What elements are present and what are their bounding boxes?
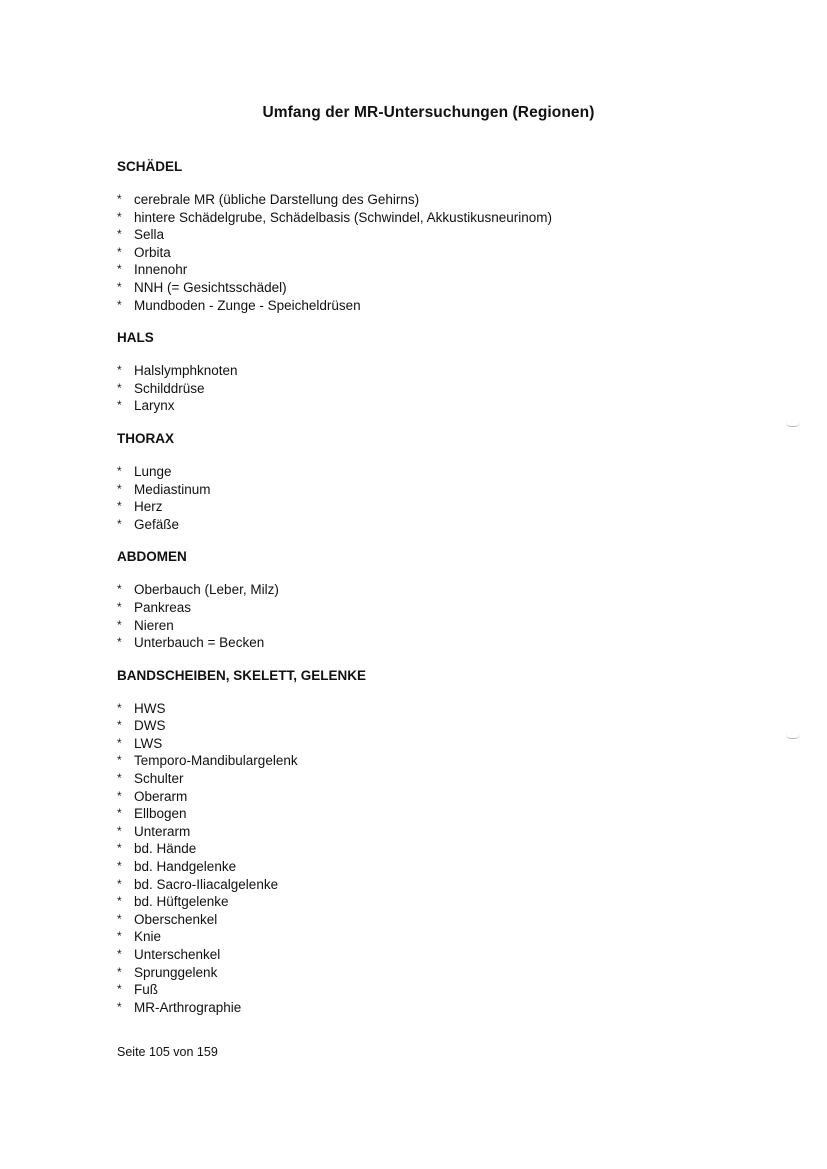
list-item-text: Mediastinum	[134, 481, 211, 497]
list-item	[117, 928, 737, 946]
section-heading: ABDOMEN	[117, 549, 187, 565]
list-item	[117, 893, 737, 911]
section-heading: SCHÄDEL	[117, 159, 183, 174]
asterisk-bullet-icon: *	[117, 599, 122, 614]
asterisk-bullet-icon: *	[117, 841, 122, 856]
list-item-text: Unterbauch = Becken	[134, 635, 265, 651]
asterisk-bullet-icon: *	[117, 982, 122, 997]
asterisk-bullet-icon: *	[117, 262, 122, 277]
list-item	[117, 380, 737, 398]
page-number: Seite 105 von 159	[117, 1045, 218, 1059]
list-item-text: Ellbogen	[134, 806, 187, 822]
asterisk-bullet-icon: *	[117, 398, 122, 413]
list-item	[117, 946, 737, 964]
list-item-text: Fuß	[134, 982, 159, 998]
list-item-text: Sella	[134, 227, 165, 243]
list-item-text: Gefäße	[134, 516, 180, 532]
asterisk-bullet-icon: *	[117, 929, 122, 944]
section-heading: BANDSCHEIBEN, SKELETT, GELENKE	[117, 667, 367, 683]
list-item-text: HWS	[134, 700, 166, 716]
list-item-text: Herz	[134, 499, 163, 515]
list-item	[117, 516, 737, 534]
list-item	[117, 463, 737, 481]
list-item	[117, 498, 737, 516]
list-item-text: cerebrale MR (übliche Darstellung des Gehirns)	[134, 192, 420, 207]
asterisk-bullet-icon: *	[117, 499, 122, 514]
list-item	[117, 191, 737, 209]
list-item-text: Schulter	[134, 771, 184, 787]
list-item	[117, 876, 737, 894]
asterisk-bullet-icon: *	[117, 894, 122, 909]
section-item-list	[117, 191, 737, 314]
list-item-text: Nieren	[134, 617, 174, 633]
list-item-text: Unterschenkel	[134, 947, 221, 962]
asterisk-bullet-icon: *	[117, 788, 122, 803]
section-item-list	[117, 463, 737, 533]
list-item	[117, 279, 737, 297]
list-item-text: Sprunggelenk	[134, 964, 218, 980]
list-item	[117, 823, 737, 841]
list-item	[117, 717, 737, 735]
list-item	[117, 858, 737, 876]
list-item	[117, 297, 737, 315]
list-item	[117, 209, 737, 227]
list-item-text: Orbita	[134, 244, 171, 260]
list-item	[117, 617, 737, 635]
asterisk-bullet-icon: *	[117, 859, 122, 874]
asterisk-bullet-icon: *	[117, 516, 122, 531]
asterisk-bullet-icon: *	[117, 771, 122, 786]
asterisk-bullet-icon: *	[117, 481, 122, 496]
list-item-text: LWS	[134, 735, 163, 751]
list-item	[117, 700, 737, 718]
asterisk-bullet-icon: *	[117, 380, 122, 395]
list-item-text: Larynx	[134, 398, 175, 414]
asterisk-bullet-icon: *	[117, 582, 122, 597]
list-item	[117, 911, 737, 929]
list-item-text: Unterarm	[134, 823, 191, 839]
asterisk-bullet-icon: *	[117, 209, 122, 224]
scan-mark	[786, 422, 800, 427]
list-item	[117, 397, 737, 415]
list-item	[117, 634, 737, 652]
list-item	[117, 362, 737, 380]
list-item	[117, 964, 737, 982]
list-item-text: MR-Arthrographie	[134, 999, 242, 1015]
list-item-text: Mundboden - Zunge - Speicheldrüsen	[134, 297, 361, 313]
asterisk-bullet-icon: *	[117, 363, 122, 378]
asterisk-bullet-icon: *	[117, 876, 122, 891]
list-item	[117, 581, 737, 599]
list-item	[117, 770, 737, 788]
list-item-text: Pankreas	[134, 599, 192, 615]
section-item-list	[117, 581, 737, 651]
asterisk-bullet-icon: *	[117, 700, 122, 715]
asterisk-bullet-icon: *	[117, 735, 122, 750]
asterisk-bullet-icon: *	[117, 297, 122, 312]
asterisk-bullet-icon: *	[117, 823, 122, 838]
list-item	[117, 788, 737, 806]
asterisk-bullet-icon: *	[117, 806, 122, 821]
asterisk-bullet-icon: *	[117, 718, 122, 733]
region-list	[117, 158, 737, 1016]
list-item	[117, 481, 737, 499]
asterisk-bullet-icon: *	[117, 244, 122, 259]
asterisk-bullet-icon: *	[117, 463, 122, 478]
list-item	[117, 752, 737, 770]
list-item-text: Oberbauch (Leber, Milz)	[134, 582, 279, 598]
list-item	[117, 226, 737, 244]
list-item	[117, 735, 737, 753]
asterisk-bullet-icon: *	[117, 617, 122, 632]
section-item-list	[117, 362, 737, 415]
list-item	[117, 999, 737, 1017]
list-item-text: Temporo-Mandibulargelenk	[134, 753, 298, 769]
asterisk-bullet-icon: *	[117, 635, 122, 650]
asterisk-bullet-icon: *	[117, 964, 122, 979]
asterisk-bullet-icon: *	[117, 753, 122, 768]
list-item	[117, 261, 737, 279]
section-item-list	[117, 700, 737, 1017]
asterisk-bullet-icon: *	[117, 999, 122, 1014]
list-item-text: bd. Hüftgelenke	[134, 894, 229, 910]
asterisk-bullet-icon: *	[117, 227, 122, 242]
list-item-text: hintere Schädelgrube, Schädelbasis (Schwindel, Akkustikusneurinom)	[134, 209, 552, 225]
asterisk-bullet-icon: *	[117, 279, 122, 294]
list-item-text: Halslymphknoten	[134, 363, 238, 379]
list-item-text: DWS	[134, 718, 166, 734]
list-item	[117, 244, 737, 262]
list-item-text: Knie	[134, 929, 162, 945]
list-item	[117, 840, 737, 858]
section-heading: THORAX	[117, 430, 174, 446]
list-item-text: Lunge	[134, 463, 172, 479]
asterisk-bullet-icon: *	[117, 947, 122, 961]
page-title: Umfang der MR-Untersuchungen (Regionen)	[262, 104, 595, 121]
asterisk-bullet-icon: *	[117, 192, 122, 206]
asterisk-bullet-icon: *	[117, 911, 122, 926]
list-item-text: Oberarm	[134, 788, 188, 804]
list-item-text: bd. Hände	[134, 841, 197, 857]
list-item-text: Innenohr	[134, 262, 188, 278]
list-item-text: NNH (= Gesichtsschädel)	[134, 279, 287, 295]
list-item-text: Oberschenkel	[134, 911, 218, 927]
list-item-text: bd. Sacro-Iliacalgelenke	[134, 876, 279, 892]
list-item-text: Schilddrüse	[134, 380, 205, 396]
list-item	[117, 981, 737, 999]
list-item	[117, 805, 737, 823]
list-item-text: bd. Handgelenke	[134, 859, 237, 875]
scan-mark	[786, 734, 800, 739]
section-heading: HALS	[117, 330, 154, 346]
list-item	[117, 599, 737, 617]
